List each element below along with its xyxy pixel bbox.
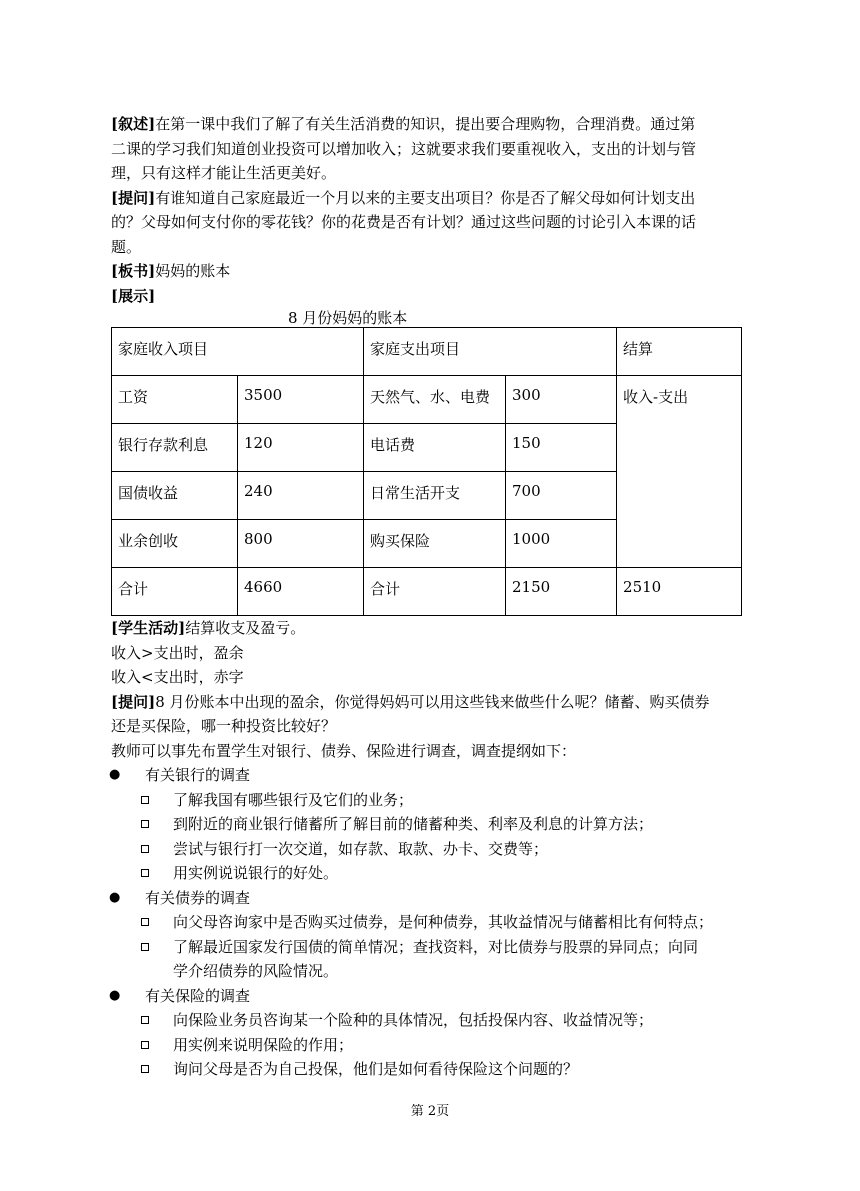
income-item: 工资 xyxy=(112,376,238,424)
bullet-icon: ● xyxy=(109,767,121,782)
list-item: ● 有关银行的调查 xyxy=(111,763,751,788)
table-row xyxy=(112,376,742,424)
expense-value: 300 xyxy=(506,376,617,424)
narration-line-3: 理，只有这样才能让生活更美好。 xyxy=(111,164,337,182)
checkbox-square-icon xyxy=(141,1065,149,1073)
list-item: 询问父母是否为自己投保，他们是如何看待保险这个问题的？ xyxy=(111,1057,751,1082)
total-expense-value: 2150 xyxy=(506,568,617,616)
list-item: 了解最近国家发行国债的简单情况；查找资料，对比债券与股票的异同点；向同 xyxy=(111,935,751,960)
income-value: 240 xyxy=(238,472,364,520)
ledger-caption: 8 月份妈妈的账本 xyxy=(288,309,408,327)
list-item: ● 有关保险的调查 xyxy=(111,984,751,1009)
checkbox-square-icon xyxy=(141,869,149,877)
checkbox-square-icon xyxy=(141,845,149,853)
expense-value: 150 xyxy=(506,424,617,472)
list-item: 尝试与银行打一次交道，如存款、取款、办卡、交费等； xyxy=(111,837,751,862)
income-value: 800 xyxy=(238,520,364,568)
expense-item: 购买保险 xyxy=(364,520,506,568)
page-number: 第 2页 xyxy=(410,1104,450,1119)
checkbox-square-icon xyxy=(141,943,149,951)
list-item: 到附近的商业银行储蓄所了解目前的储蓄种类、利率及利息的计算方法； xyxy=(111,812,751,837)
show-tag: [展示] xyxy=(111,286,156,305)
document-body xyxy=(111,112,751,1082)
board-tag: [板书] xyxy=(111,262,156,280)
deficit-line: 收入<支出时，赤字 xyxy=(111,668,244,686)
income-value: 3500 xyxy=(238,376,364,424)
total-income-value: 4660 xyxy=(238,568,364,616)
narration-tag: [叙述] xyxy=(111,115,156,133)
settle-value: 2510 xyxy=(617,568,742,616)
question-line-2: 的？父母如何支付你的零花钱？你的花费是否有计划？通过这些问题的讨论引入本课的话 xyxy=(111,213,697,231)
ledger-table xyxy=(111,327,742,616)
question2-line-2: 还是买保险，哪一种投资比较好？ xyxy=(111,717,337,735)
list-item: 了解我国有哪些银行及它们的业务； xyxy=(111,788,751,813)
narration-line-2: 二课的学习我们知道创业投资可以增加收入；这就要求我们要重视收入，支出的计划与管 xyxy=(111,139,697,158)
settle-formula: 收入-支出 xyxy=(617,376,742,568)
expense-value: 1000 xyxy=(506,520,617,568)
bullet-icon: ● xyxy=(109,889,121,905)
question2-line-1: [提问]8 月份账本中出现的盈余，你觉得妈妈可以用这些钱来做些什么呢？储蓄、购买债券 xyxy=(111,692,710,711)
surplus-line: 收入>支出时，盈余 xyxy=(111,643,244,662)
table-row xyxy=(112,328,742,376)
checkbox-square-icon xyxy=(141,820,149,828)
activity-tag: [学生活动] xyxy=(111,619,186,637)
expense-item: 日常生活开支 xyxy=(364,472,506,520)
list-item: ● 有关债券的调查 xyxy=(111,886,751,911)
income-value: 120 xyxy=(238,424,364,472)
list-item: 向父母咨询家中是否购买过债券，是何种债券，其收益情况与储蓄相比有何特点； xyxy=(111,910,751,935)
income-item: 银行存款利息 xyxy=(112,424,238,472)
narration-line-1: [叙述]在第一课中我们了解了有关生活消费的知识，提出要合理购物，合理消费。通过第 xyxy=(111,115,696,133)
activity-line: [学生活动]结算收支及盈亏。 xyxy=(111,619,306,637)
income-item: 业余创收 xyxy=(112,520,238,568)
show-line xyxy=(111,284,751,309)
board-line: [板书]妈妈的账本 xyxy=(111,262,231,280)
checkbox-square-icon xyxy=(141,1041,149,1049)
settle-header: 结算 xyxy=(617,328,742,376)
total-expense-label: 合计 xyxy=(364,568,506,616)
checkbox-square-icon xyxy=(141,1016,149,1024)
question-tag: [提问] xyxy=(111,188,156,207)
income-item: 国债收益 xyxy=(112,472,238,520)
question2-tag: [提问] xyxy=(111,692,156,711)
table-row xyxy=(112,568,742,616)
expense-item: 电话费 xyxy=(364,424,506,472)
expense-item: 天然气、水、电费 xyxy=(364,376,506,424)
expense-header: 家庭支出项目 xyxy=(364,328,617,376)
teacher-line: 教师可以事先布置学生对银行、债券、保险进行调查，调查提纲如下： xyxy=(111,741,577,760)
income-header: 家庭收入项目 xyxy=(112,328,364,376)
list-item: 向保险业务员咨询某一个险种的具体情况，包括投保内容、收益情况等； xyxy=(111,1008,751,1033)
list-item: 用实例说说银行的好处。 xyxy=(111,861,751,886)
bullet-icon: ● xyxy=(109,987,121,1003)
list-item: 用实例来说明保险的作用； xyxy=(111,1033,751,1058)
expense-value: 700 xyxy=(506,472,617,520)
list-item-continuation: 学介绍债券的风险情况。 xyxy=(173,962,339,980)
question-line-3: 题。 xyxy=(111,237,142,256)
total-income-label: 合计 xyxy=(112,568,238,616)
checkbox-square-icon xyxy=(141,918,149,926)
checkbox-square-icon xyxy=(141,796,149,804)
question-line-1: [提问]有谁知道自己家庭最近一个月以来的主要支出项目？你是否了解父母如何计划支出 xyxy=(111,188,696,207)
